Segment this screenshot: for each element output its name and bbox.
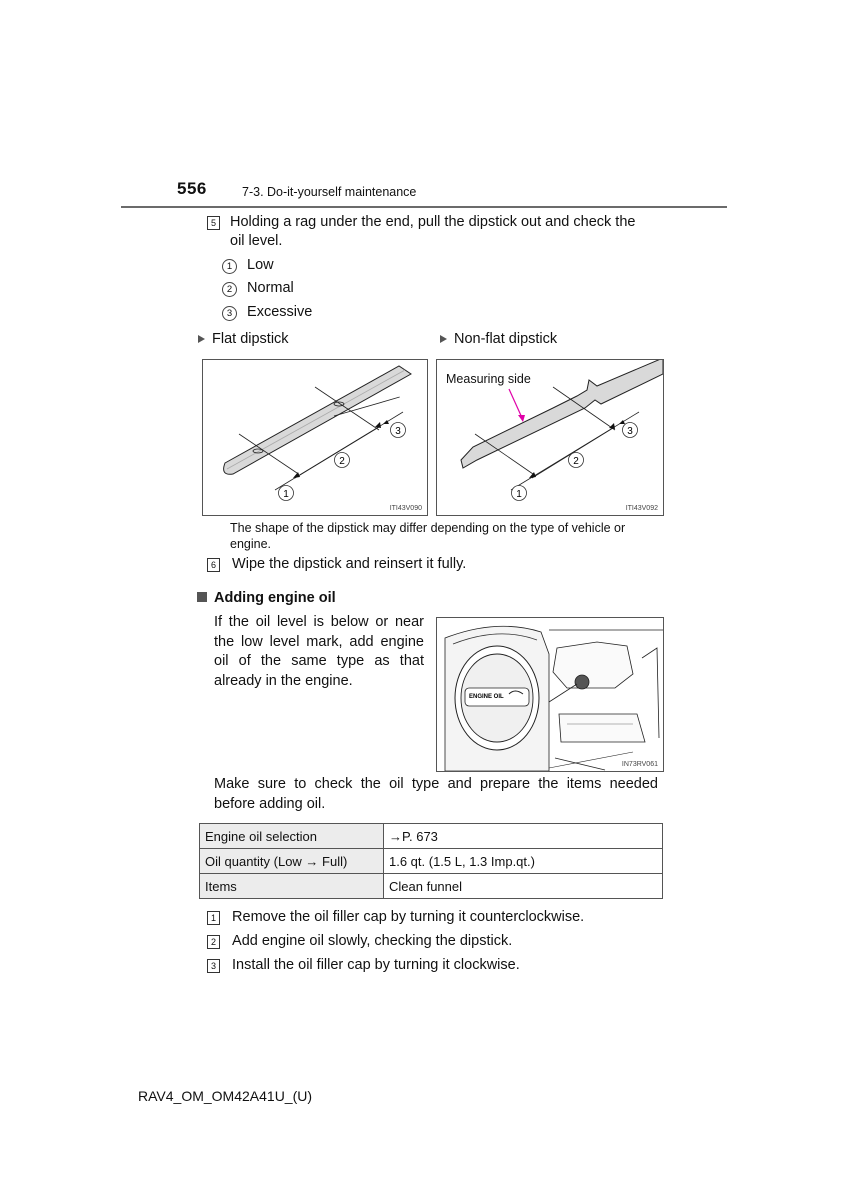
level-item-normal <box>222 279 294 298</box>
step-number-box: 6 <box>207 558 220 572</box>
dipstick-note-line1: The shape of the dipstick may differ depending on the type of vehicle or <box>230 521 626 535</box>
check-oil-paragraph <box>214 775 658 814</box>
step-text: Add engine oil slowly, checking the dipstick. <box>232 933 513 949</box>
section-title: 7-3. Do-it-yourself maintenance <box>242 185 417 199</box>
step-number-box: 3 <box>207 959 220 973</box>
figure-code: ITI43V092 <box>625 505 658 512</box>
step-5 <box>207 213 220 232</box>
engine-oil-cap-text: ENGINE OIL <box>469 694 504 700</box>
step-number-box: 2 <box>207 935 220 949</box>
triangle-bullet-icon <box>440 335 447 343</box>
circled-number: 1 <box>222 259 237 274</box>
triangle-bullet-icon <box>198 335 205 343</box>
table-cell-value: 1.6 qt. (1.5 L, 1.3 Imp.qt.) <box>384 849 663 874</box>
para-line: oil of the same type as that <box>214 653 424 669</box>
document-footer-id: RAV4_OM_OM42A41U_(U) <box>138 1088 313 1104</box>
circled-number: 3 <box>222 306 237 321</box>
table-row <box>200 874 663 899</box>
measuring-side-callout: Measuring side <box>446 372 531 386</box>
circled-number: 2 <box>222 282 237 297</box>
para-line: If the oil level is below or near <box>214 614 424 630</box>
table-row <box>200 849 663 874</box>
level-item-excessive <box>222 303 312 322</box>
table-row <box>200 824 663 849</box>
step-install-cap <box>207 956 520 975</box>
nonflat-dipstick-figure <box>436 359 664 516</box>
step-text: Install the oil filler cap by turning it clockwise. <box>232 957 520 973</box>
dipstick-note-line2: engine. <box>230 537 272 551</box>
adding-oil-paragraph <box>214 613 424 691</box>
level-label: Excessive <box>247 304 313 320</box>
level-label: Low <box>247 257 274 273</box>
square-bullet-icon <box>197 592 207 602</box>
para-line: Make sure to check the oil type and prepare the items needed <box>214 776 658 792</box>
engine-oil-cap-figure <box>436 617 664 772</box>
step-remove-cap <box>207 908 584 927</box>
step-number-box: 1 <box>207 911 220 925</box>
figure-code: IN73RV061 <box>621 761 658 768</box>
step-add-oil <box>207 932 512 951</box>
table-cell-label: Items <box>200 874 384 899</box>
table-cell-value: Clean funnel <box>384 874 663 899</box>
flat-dipstick-figure <box>202 359 428 516</box>
flat-dipstick-illustration <box>203 360 427 515</box>
figure-title-nonflat <box>440 330 557 349</box>
circled-1: 1 <box>283 489 289 500</box>
circled-3: 3 <box>395 426 401 437</box>
circled-3: 3 <box>627 426 633 437</box>
step-6 <box>207 555 466 574</box>
para-line: before adding oil. <box>214 795 326 812</box>
adding-oil-heading <box>197 590 336 606</box>
step-5-text-line2: oil level. <box>230 233 283 249</box>
table-cell-label: Engine oil selection <box>200 824 384 849</box>
step-text: Remove the oil filler cap by turning it counterclockwise. <box>232 909 585 925</box>
step-6-text: Wipe the dipstick and reinsert it fully. <box>232 556 467 572</box>
step-number-box: 5 <box>207 216 220 230</box>
para-line: the low level mark, add engine <box>214 633 424 650</box>
header-rule <box>121 206 727 208</box>
figure-title-flat <box>198 330 289 349</box>
level-label: Normal <box>247 280 294 296</box>
figure-code: ITI43V090 <box>389 505 422 512</box>
figure-title-text: Non-flat dipstick <box>454 331 558 347</box>
circled-1: 1 <box>516 489 522 500</box>
figure-title-text: Flat dipstick <box>212 331 289 347</box>
oil-spec-table <box>199 823 663 899</box>
engine-bay-illustration <box>437 618 663 771</box>
table-cell-label: Oil quantity (Low → Full) <box>200 849 384 874</box>
para-line: already in the engine. <box>214 672 353 689</box>
heading-text: Adding engine oil <box>214 590 336 606</box>
level-item-low <box>222 256 274 275</box>
page-number: 556 <box>177 179 207 198</box>
circled-2: 2 <box>339 456 345 467</box>
circled-2: 2 <box>573 456 579 467</box>
table-cell-value: →P. 673 <box>384 824 663 849</box>
step-5-text-line1: Holding a rag under the end, pull the dipstick out and check the <box>230 214 636 230</box>
